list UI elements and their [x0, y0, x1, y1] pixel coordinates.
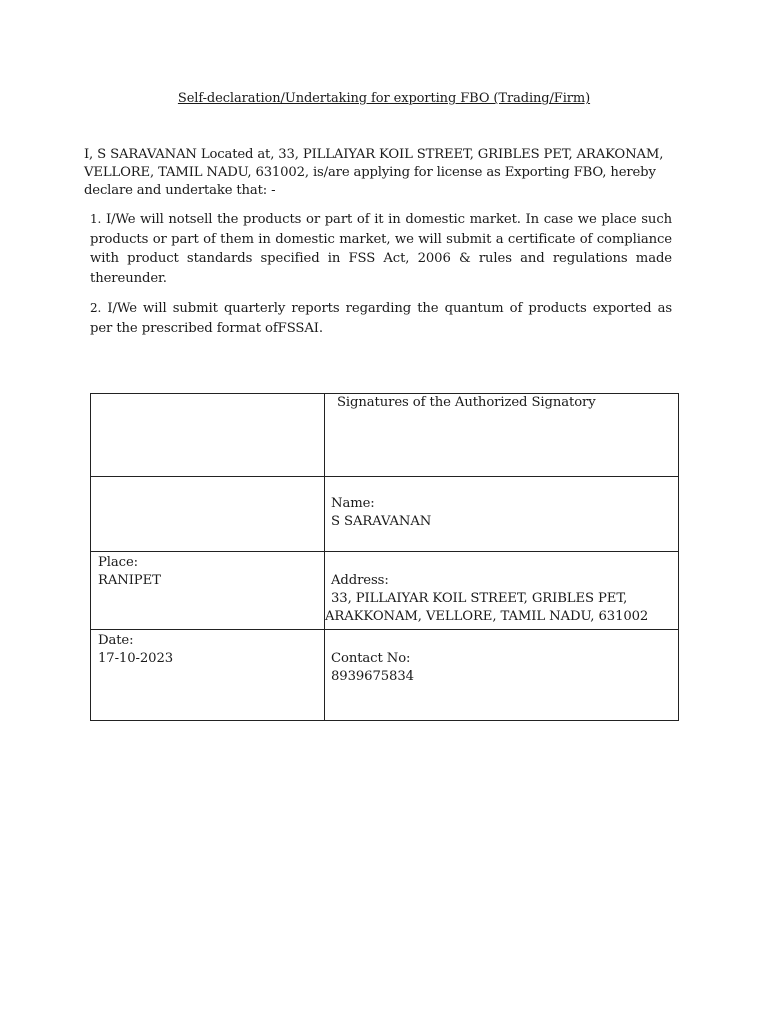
date-value: 17-10-2023	[98, 651, 174, 666]
contact-cell	[325, 630, 679, 721]
address-cell	[325, 552, 679, 630]
name-cell	[325, 477, 679, 552]
place-address-row	[91, 552, 679, 630]
signature-heading: Signatures of the Authorized Signatory	[337, 395, 596, 410]
signature-row	[91, 394, 679, 477]
place-label: Place:	[98, 555, 138, 570]
contact-label: Contact No:	[331, 651, 411, 666]
clause-2-number: 2.	[90, 301, 102, 315]
date-cell	[91, 630, 325, 721]
signature-left-cell	[91, 394, 325, 477]
name-row	[91, 477, 679, 552]
clause-1	[90, 210, 672, 288]
address-label: Address:	[331, 573, 389, 588]
name-value: S SARAVANAN	[331, 514, 432, 529]
clause-1-text: I/We will notsell the products or part of it in domestic market. In case we place such products or part of them in domestic market, we will submit a certificate of compliance with product standards specified in FSS Act, 2006 & rules and regulations made thereunder.	[90, 212, 673, 286]
clause-2	[90, 299, 672, 338]
date-label: Date:	[98, 633, 134, 648]
place-cell	[91, 552, 325, 630]
name-label: Name:	[331, 496, 375, 511]
place-value: RANIPET	[98, 573, 161, 588]
signature-table	[90, 393, 679, 721]
address-line-1: 33, PILLAIYAR KOIL STREET, GRIBLES PET,	[331, 591, 628, 606]
date-contact-row	[91, 630, 679, 721]
document-title: Self-declaration/Undertaking for exporting FBO (Trading/Firm)	[177, 91, 591, 106]
declaration-intro: I, S SARAVANAN Located at, 33, PILLAIYAR KOIL STREET, GRIBLES PET, ARAKONAM, VELLORE, TAMIL NADU, 631002, is/are applying for license as Exporting FBO, hereby declare and undertake that: -	[84, 147, 664, 198]
signature-cell	[325, 394, 679, 477]
address-line-2: ARAKKONAM, VELLORE, TAMIL NADU, 631002	[325, 609, 649, 624]
clause-2-text: I/We will submit quarterly reports regarding the quantum of products exported as per the prescribed format ofFSSAI.	[90, 301, 673, 336]
clause-1-number: 1.	[90, 212, 102, 226]
name-left-cell	[91, 477, 325, 552]
contact-value: 8939675834	[331, 669, 414, 684]
